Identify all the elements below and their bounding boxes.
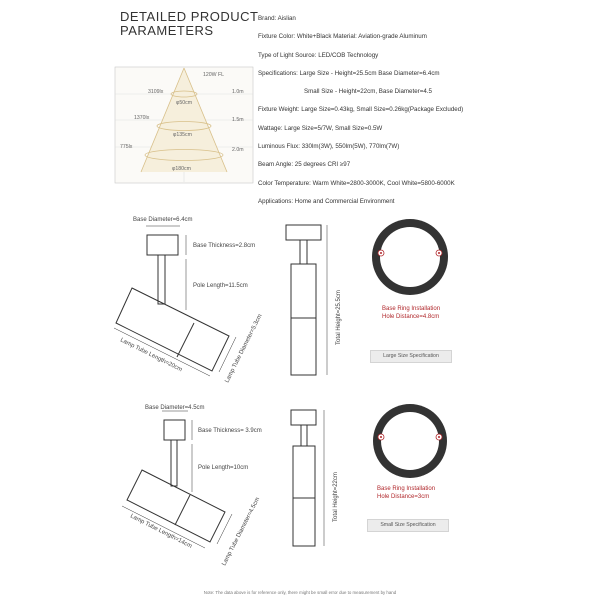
large-tube-joint xyxy=(177,323,194,357)
small-base-ring xyxy=(373,404,447,478)
small-front-pole xyxy=(301,425,307,446)
small-total-height-label: Total Height=22cm xyxy=(333,472,339,522)
small-base-thickness-label: Base Thickness= 3.9cm xyxy=(198,428,262,434)
large-total-height-label: Total Height=25.5cm xyxy=(336,290,342,345)
beam-lux-2: 1370lx xyxy=(134,115,150,121)
small-tube-joint xyxy=(175,495,190,525)
small-base-diameter-label: Base Diameter=4.5cm xyxy=(145,405,205,411)
beam-diameter-3: φ180cm xyxy=(172,166,191,172)
large-tube-length-dim xyxy=(114,328,210,376)
large-base xyxy=(147,235,178,255)
beam-lux-1: 3109lx xyxy=(148,89,164,95)
small-tube-length-dim xyxy=(122,506,205,548)
large-ring-label-1: Base Ring Installation xyxy=(382,306,441,312)
beam-power-label: 120W FL xyxy=(203,72,225,78)
spec-applications: Applications: Home and Commercial Environment xyxy=(258,197,395,205)
small-spec-badge: Small Size Specification xyxy=(367,519,449,532)
large-base-diameter-label: Base Diameter=6.4cm xyxy=(133,217,193,223)
footer-note: Note: The data above is for reference only, there might be small error due to measurement by hand xyxy=(203,590,397,595)
large-front-base xyxy=(286,225,321,240)
beam-lux-3: 775lx xyxy=(120,144,133,150)
large-ring-hole-left-dot xyxy=(380,252,382,254)
small-tube-diameter-dim xyxy=(217,514,232,544)
small-lamp-tube xyxy=(127,470,225,542)
spec-wattage: Wattage: Large Size=5/7W, Small Size=0.5W xyxy=(258,124,383,132)
small-ring-hole-right-dot xyxy=(438,436,440,438)
small-pole-length-label: Pole Length=10cm xyxy=(198,465,249,471)
small-ring-hole-left-dot xyxy=(380,436,382,438)
large-ring-hole-right-dot xyxy=(438,252,440,254)
large-tube-diameter-label: Lamp Tube Diameter=5.3cm xyxy=(224,313,264,384)
spec-flux: Luminous Flux: 330lm(3W), 550lm(5W), 770lm(7W) xyxy=(258,143,400,151)
small-base xyxy=(164,420,185,440)
beam-distance-1: 1.0m xyxy=(232,89,244,95)
spec-light-source: Type of Light Source: LED/COB Technology xyxy=(258,51,379,59)
small-tube-diameter-label: Lamp Tube Diameter=4.5cm xyxy=(221,496,262,567)
large-pole xyxy=(158,255,165,304)
beam-distance-3: 2.0m xyxy=(232,147,244,153)
large-ring-label-2: Hole Distance=4.8cm xyxy=(382,314,440,320)
large-tube-length-label: Lamp Tube Length=20cm xyxy=(119,337,183,374)
spec-fixture-color: Fixture Color: White+Black Material: Aviation-grade Aluminum xyxy=(258,33,427,41)
small-front-base xyxy=(291,410,316,425)
spec-brand: Brand: Aislian xyxy=(258,15,296,22)
spec-beam: Beam Angle: 25 degrees CRI ≥97 xyxy=(258,161,351,169)
beam-distance-2: 1.5m xyxy=(232,117,244,123)
spec-color-temp: Color Temperature: Warm White=2800-3000K, Cool White=5800-6000K xyxy=(258,179,455,187)
spec-small-size: Small Size - Height=22cm, Base Diameter=4.5 xyxy=(304,88,432,96)
small-ring-inner xyxy=(381,412,439,470)
title-line-2: PARAMETERS xyxy=(120,23,214,38)
small-tube-length-label: Lamp Tube Length=14cm xyxy=(129,513,193,550)
small-front-tube xyxy=(293,446,315,546)
small-front-view xyxy=(291,410,324,546)
large-spec-badge: Large Size Specification xyxy=(370,350,452,363)
large-base-thickness-label: Base Thickness=2.8cm xyxy=(193,243,256,249)
large-ring-inner xyxy=(380,227,440,287)
large-lamp-tube xyxy=(116,288,229,374)
large-front-tube xyxy=(291,264,316,375)
small-ring-label-2: Hole Distance=3cm xyxy=(377,494,430,500)
spec-large-size: Specifications: Large Size - Height=25.5cm Base Diameter=6.4cm xyxy=(258,69,440,77)
small-ring-label-1: Base Ring Installation xyxy=(377,486,436,492)
large-front-view xyxy=(286,225,327,375)
spec-weight: Fixture Weight: Large Size=0.43kg, Small Size=0.26kg(Package Excluded) xyxy=(258,106,464,114)
beam-diagram xyxy=(115,67,253,183)
beam-diameter-2: φ135cm xyxy=(173,132,192,138)
large-front-pole xyxy=(300,240,307,264)
beam-diameter-1: φ50cm xyxy=(176,100,193,106)
large-base-ring xyxy=(372,219,448,295)
title-line-1: DETAILED PRODUCT xyxy=(120,9,259,24)
small-pole xyxy=(171,440,177,486)
large-pole-length-label: Pole Length=11.5cm xyxy=(193,283,248,289)
